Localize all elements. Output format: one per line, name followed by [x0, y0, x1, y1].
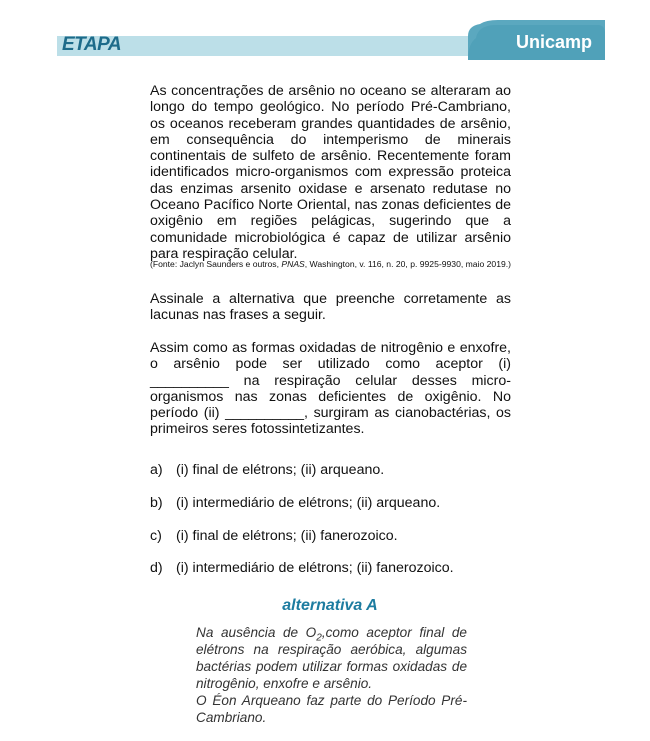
explanation-part3: O Éon Arqueano faz parte do Período Pré-Cambriano.: [196, 693, 467, 725]
option-letter: c): [150, 528, 162, 544]
option-letter: a): [150, 462, 163, 478]
source-suffix: , Washington, v. 116, n. 20, p. 9925-9930, maio 2019.): [304, 259, 512, 269]
option-b[interactable]: [150, 495, 440, 512]
unicamp-label: Unicamp: [516, 32, 593, 52]
option-c[interactable]: [150, 528, 398, 545]
explanation-part1: Na ausência de O: [196, 625, 317, 640]
option-a[interactable]: [150, 462, 384, 479]
option-d[interactable]: [150, 560, 454, 577]
answer-title: alternativa A: [282, 597, 378, 614]
answer-explanation: [196, 624, 467, 726]
source-prefix: (Fonte: Jaclyn Saunders e outros,: [150, 259, 282, 269]
option-text: (i) intermediário de elétrons; (ii) arqueano.: [176, 495, 441, 511]
question-instruction: Assinale a alternativa que preenche corretamente as lacunas nas frases a seguir.: [150, 291, 511, 324]
question-statement: Assim como as formas oxidadas de nitrogênio e enxofre, o arsênio pode ser utilizado como aceptor (i) __________ na respiração celular desses micro-organismos nas zonas deficientes de oxigênio. No período (ii) __________, surgiram as cianobactérias, os primeiros seres fotossintetizantes.: [150, 340, 511, 438]
option-letter: d): [150, 560, 163, 576]
option-text: (i) final de elétrons; (ii) fanerozoico.: [176, 528, 398, 544]
explanation-subscript: 2: [316, 632, 322, 644]
explanation-part2: ,como aceptor final de elétrons na respiração aeróbica, algumas bactérias podem utilizar formas oxidadas de nitrogênio, enxofre e arsênio.: [196, 625, 467, 691]
passage-source: [150, 259, 511, 269]
option-text: (i) final de elétrons; (ii) arqueano.: [176, 462, 385, 478]
option-text: (i) intermediário de elétrons; (ii) fanerozoico.: [176, 560, 454, 576]
passage-text: As concentrações de arsênio no oceano se alteraram ao longo do tempo geológico. No período Pré-Cambriano, os oceanos receberam grandes quantidades de arsênio, em consequência do intemperismo de minerais continentais de sulfeto de arsênio. Recentemente foram identificados micro-organismos com expressão proteica das enzimas arsenito oxidase e arsenato redutase no Oceano Pacífico Norte Oriental, nas zonas deficientes de oxigênio em regiões pelágicas, sugerindo que a comunidade microbiológica é capaz de utilizar arsênio para respiração celular.: [150, 83, 511, 262]
option-letter: b): [150, 495, 163, 511]
etapa-logo: ETAPA: [62, 34, 122, 55]
source-journal: PNAS: [281, 259, 305, 269]
